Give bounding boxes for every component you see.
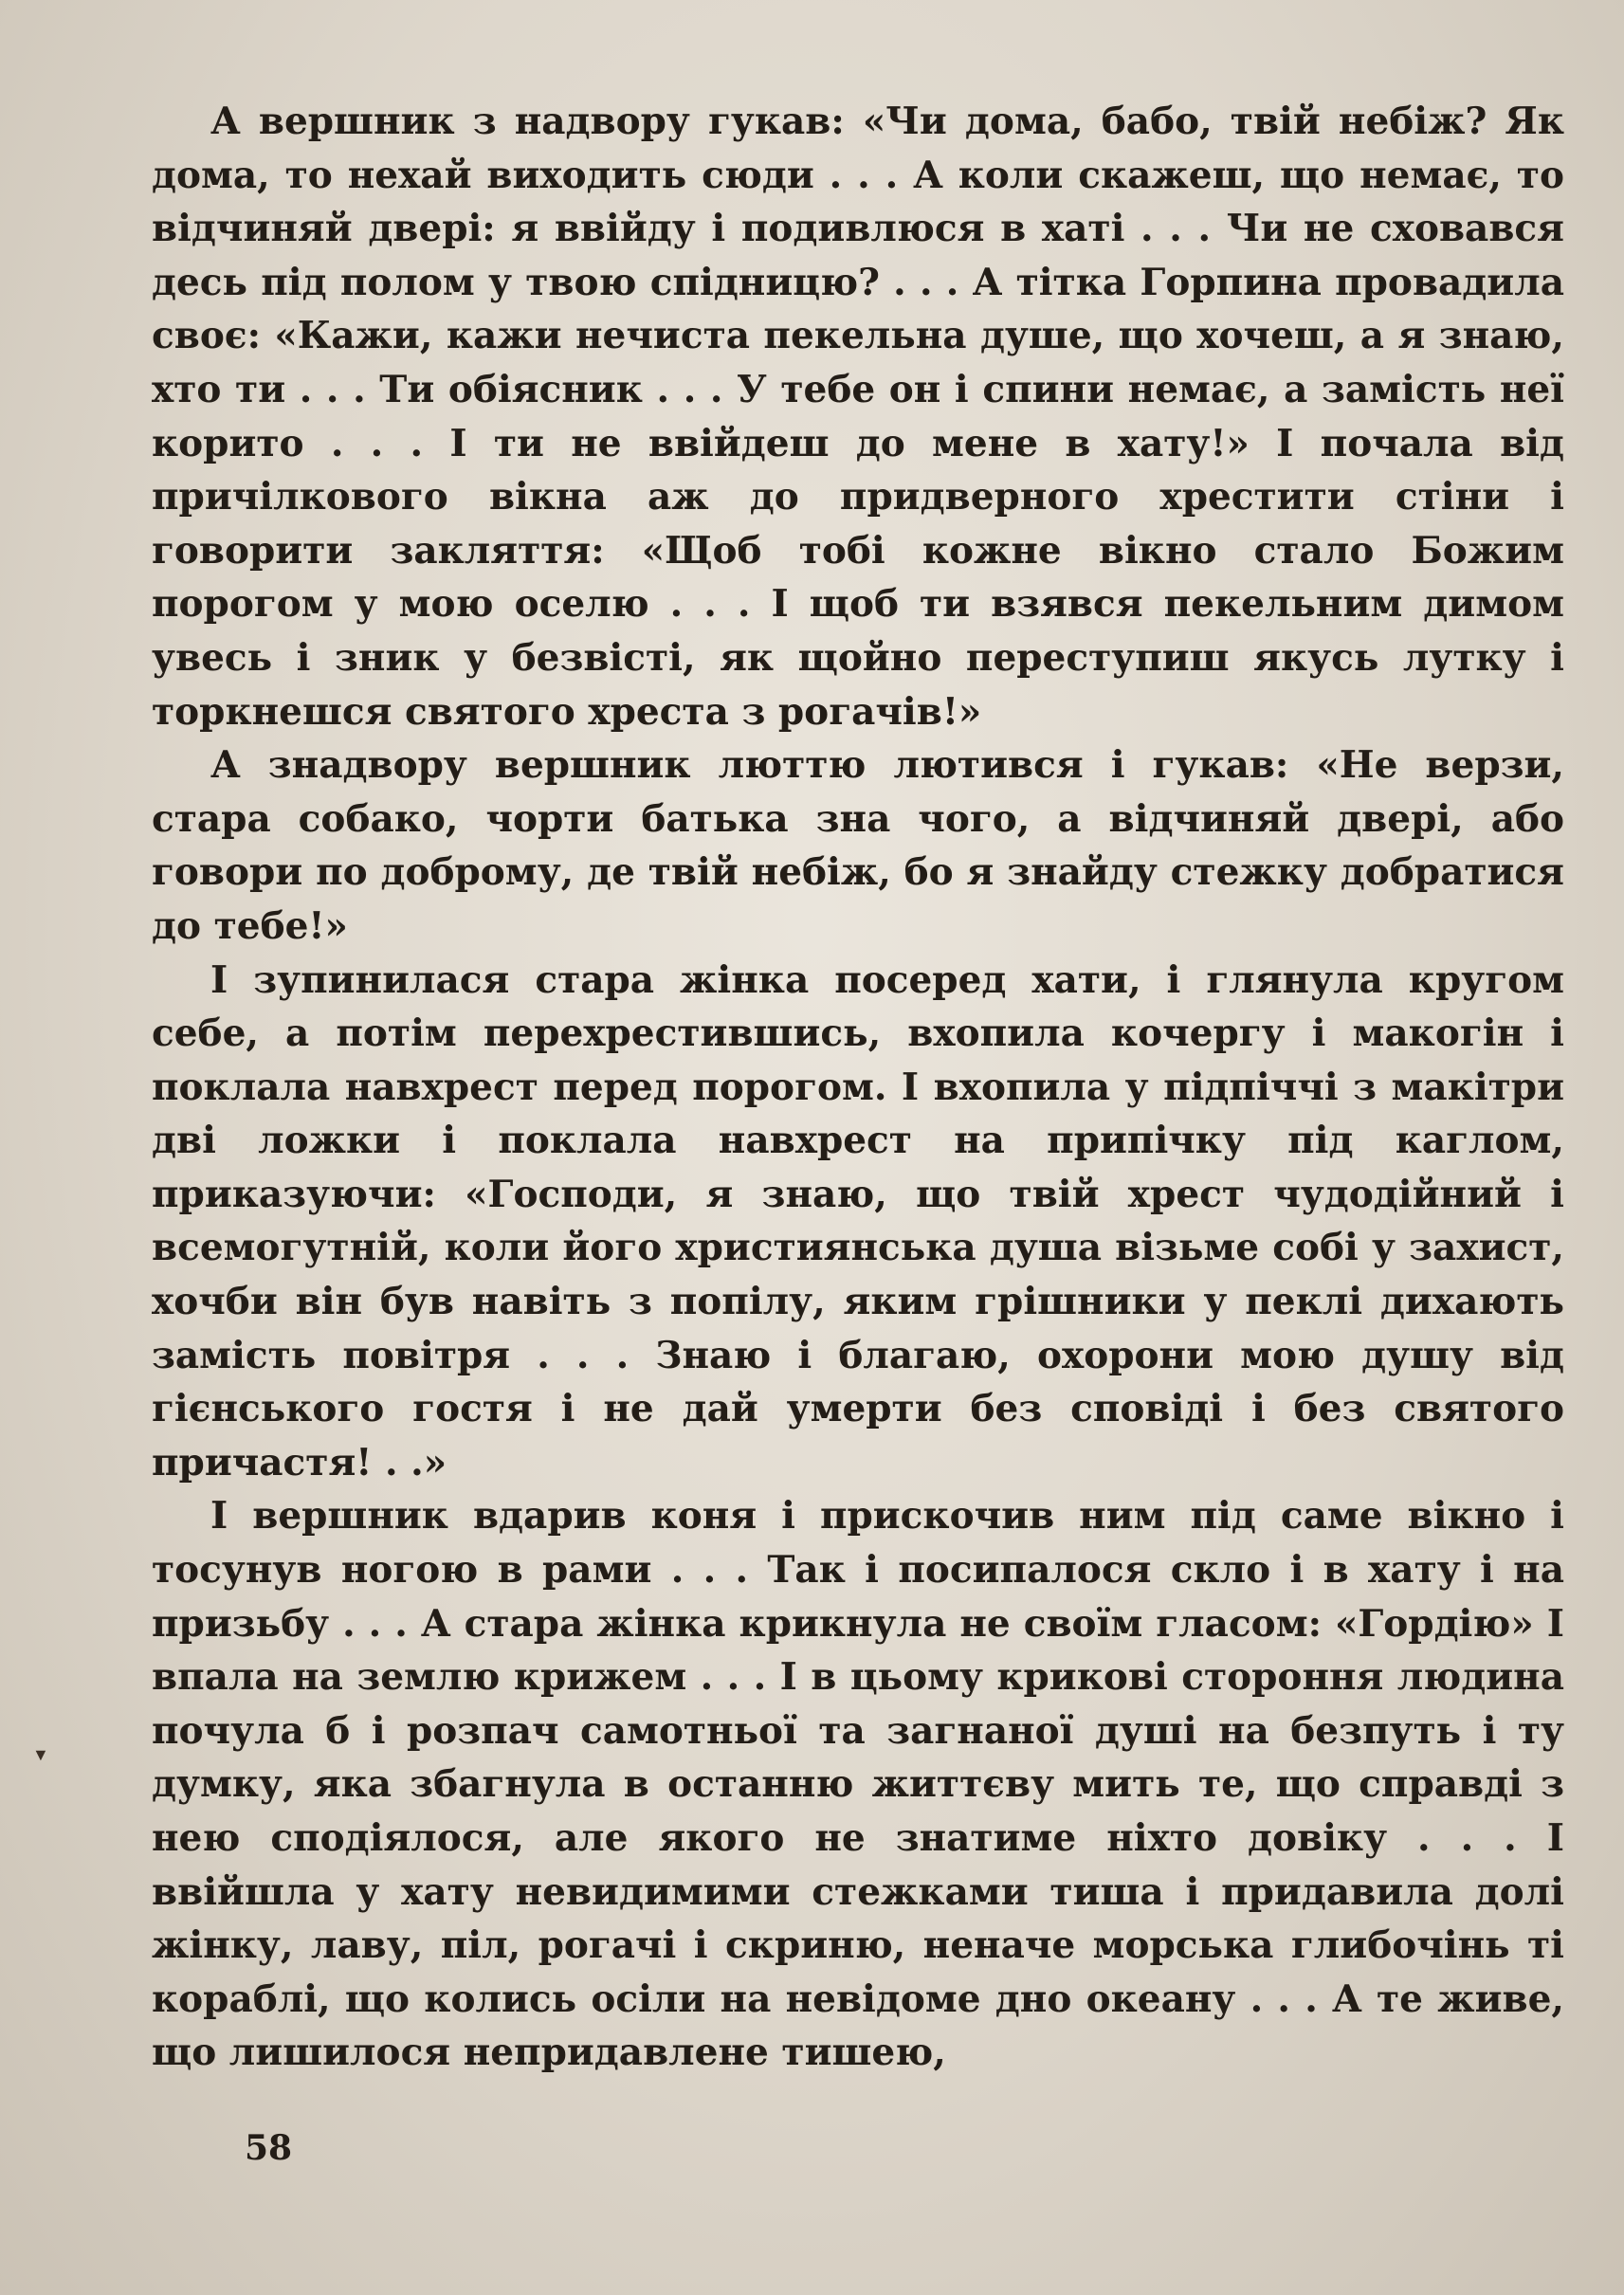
paragraph-2: А знадвору вершник люттю лютився і гукав: «Не верзи, стара собако, чорти батька зна чого, а відчиняй двері, або говори по доброму, де твій небіж, бо я знайду стежку добратися до тебе!» [152,743,1564,948]
paragraph-1: А вершник з надвору гукав: «Чи дома, бабо, твій небіж? Як дома, то нехай виходить сюди . . . А коли скажеш, що немає, то відчиняй двері: я ввійду і подивлюся в хаті . . . Чи не сховався десь під полом у твою спідницю? . . . А тітка Горпина провадила своє: «Кажи, кажи нечиста пекельна душе, що хочеш, а я знаю, хто ти . . . Ти обіясник . . . У тебе он і спини немає, а замість неї корито . . . І ти не ввійдеш до мене в хату!» І почала від причілкового вікна аж до придверного хрестити стіни і говорити закляття: «Щоб тобі кожне вікно стало Божим порогом у мою оселю . . . І щоб ти взявся пекельним димом увесь і зник у безвісті, як щойно переступиш якусь лутку і торкнешся святого хреста з рогачів!» [152,100,1564,734]
page-number: 58 [245,2128,293,2168]
paragraph-3: І зупинилася стара жінка посеред хати, і глянула кругом себе, а потім перехрестившись, вхопила кочергу і макогін і поклала навхрест перед порогом. І вхопила у підпіччі з макітри дві ложки і поклала навхрест на припічку під каглом, приказуючи: «Господи, я знаю, що твій хрест чудодійний і всемогутній, коли його християнська душа візьме собі у захист, хочби він був навіть з попілу, яким грішники у пеклі дихають замість повітря . . . Знаю і благаю, охорони мою душу від гієнського гостя і не дай умерти без сповіді і без святого причастя! . .» [152,957,1564,1484]
binding-mark-icon: ▼ [32,1745,49,1764]
paragraph-4: І вершник вдарив коня і прискочив ним під саме вікно і тосунув ногою в рами . . . Так і посипалося скло і в хату і на призьбу . . . А стара жінка крикнула не своїм гласом: «Гордію» І впала на землю крижем . . . І в цьому крикові стороння людина почула б і розпач самотньої та загнаної душі на безпуть і ту думку, яка збагнула в останню життєву мить те, що справді з нею сподіялося, але якого не знатиме ніхто довіку . . . І ввійшла у хату невидимими стежками тиша і придавила долі жінку, лаву, піл, рогачі і скриню, неначе морська глибочінь ті кораблі, що колись осіли на невідоме дно океану . . . А те живе, що лишилося непридавлене тишею, [152,1494,1564,2075]
body-text [152,95,1564,2080]
